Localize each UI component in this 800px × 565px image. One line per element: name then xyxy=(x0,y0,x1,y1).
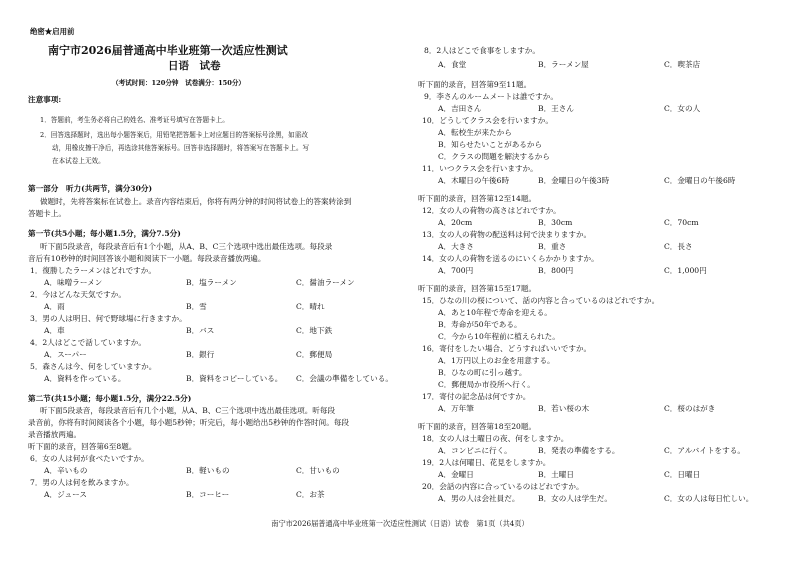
question-6: 6．女の人は何が食べたいですか。 xyxy=(30,454,149,463)
option-17b[interactable]: B．若い桜の木 xyxy=(538,404,590,413)
exam-subject: 日语 试卷 xyxy=(168,60,221,72)
question-1: 1．復勝したラーメンはどれですか。 xyxy=(30,266,156,275)
question-13: 13．女の人の荷物の配送料は何で決まりますか。 xyxy=(422,230,592,239)
option-13b[interactable]: B．重さ xyxy=(538,242,567,251)
option-9a[interactable]: A．吉田さん xyxy=(438,104,482,113)
option-11b[interactable]: B．金曜日の午後3時 xyxy=(538,176,610,185)
audio-instruction: 听下面的录音，回答第9至11题。 xyxy=(418,80,532,89)
option-20c[interactable]: C．女の人は毎日忙しい。 xyxy=(664,494,754,503)
option-3a[interactable]: A．車 xyxy=(44,326,65,335)
question-4: 4．2人はどこで話していますか。 xyxy=(30,338,146,347)
notes-heading: 注意事项: xyxy=(28,95,62,104)
option-19c[interactable]: C．日曜日 xyxy=(664,470,701,479)
question-17: 17．寄付の記念品は何ですか。 xyxy=(422,392,531,401)
part1-heading: 第一部分 听力(共两节，满分30分) xyxy=(28,184,153,193)
option-12b[interactable]: B．30cm xyxy=(538,218,573,227)
option-16c[interactable]: C．郵便局か市役所へ行く。 xyxy=(438,380,535,389)
question-11: 11．いつクラス会を行いますか。 xyxy=(422,164,538,173)
option-1c[interactable]: C．醤油ラーメン xyxy=(296,278,355,287)
option-15a[interactable]: A．あと10年程で寿命を迎える。 xyxy=(438,308,552,317)
option-11a[interactable]: A．木曜日の午後6時 xyxy=(438,176,510,185)
option-4b[interactable]: B．銀行 xyxy=(186,350,215,359)
option-2c[interactable]: C．晴れ xyxy=(296,302,325,311)
option-15b[interactable]: B．寿命が50年である。 xyxy=(438,320,522,329)
question-20: 20．会話の内容に合っているのはどれですか。 xyxy=(422,482,584,491)
option-5c[interactable]: C．会議の準備をしている。 xyxy=(296,374,393,383)
secret-label: 绝密★启用前 xyxy=(30,27,75,36)
section1-desc: 音后有10秒钟的时间回答该小题和阅读下一小题。每段录音播放两遍。 xyxy=(28,254,266,263)
option-19a[interactable]: A．金曜日 xyxy=(438,470,474,479)
section2-desc: 录音播放两遍。 xyxy=(28,430,82,439)
option-20b[interactable]: B．女の人は学生だ。 xyxy=(538,494,612,503)
question-3: 3．男の人は明日、何で野球場に行きますか。 xyxy=(30,314,187,323)
option-6c[interactable]: C．甘いもの xyxy=(296,466,340,475)
option-11c[interactable]: C．金曜日の午後6時 xyxy=(664,176,736,185)
option-9b[interactable]: B．王さん xyxy=(538,104,574,113)
option-10c[interactable]: C．クラスの問題を解決するから xyxy=(438,152,550,161)
option-1b[interactable]: B．塩ラーメン xyxy=(186,278,237,287)
note-line: 1．答题前，考生务必将自己的姓名、准考证号填写在答题卡上。 xyxy=(40,116,229,124)
section2-heading: 第二节(共15小题；每小题1.5分，满分22.5分) xyxy=(28,394,192,403)
part1-desc: 做题时，先将答案标在试卷上。录音内容结束后，你将有两分钟的时间将试卷上的答案转涂到 xyxy=(40,197,352,206)
option-7c[interactable]: C．お茶 xyxy=(296,490,325,499)
option-15c[interactable]: C．今から10年程前に植えられた。 xyxy=(438,332,560,341)
option-18b[interactable]: B．発表の準備をする。 xyxy=(538,446,620,455)
option-6b[interactable]: B．軽いもの xyxy=(186,466,230,475)
option-13a[interactable]: A．大きさ xyxy=(438,242,474,251)
option-4a[interactable]: A．スーパー xyxy=(44,350,87,359)
option-12a[interactable]: A．20cm xyxy=(438,218,473,227)
audio-instruction: 听下面的录音，回答第6至8题。 xyxy=(28,442,137,451)
time-info: （考试时间：120分钟 试卷满分：150分） xyxy=(112,79,246,87)
option-8c[interactable]: C．喫茶店 xyxy=(664,60,701,69)
question-14: 14．女の人の荷物を送るのにいくらかかりますか。 xyxy=(422,254,599,263)
option-17c[interactable]: C．桜のはがき xyxy=(664,404,716,413)
option-8a[interactable]: A．食堂 xyxy=(438,60,467,69)
audio-instruction: 听下面的录音，回答第15至17题。 xyxy=(418,284,537,293)
option-10a[interactable]: A．転校生が来たから xyxy=(438,128,512,137)
question-9: 9．李さんのルームメートは誰ですか。 xyxy=(424,92,558,101)
note-line: 在本试卷上无效。 xyxy=(52,157,105,165)
option-12c[interactable]: C．70cm xyxy=(664,218,699,227)
question-7: 7．男の人は何を飲みますか。 xyxy=(30,478,134,487)
option-2b[interactable]: B．雪 xyxy=(186,302,207,311)
question-12: 12．女の人の荷物の高さはどれですか。 xyxy=(422,206,561,215)
option-5b[interactable]: B．資料をコピーしている。 xyxy=(186,374,283,383)
option-16a[interactable]: A．1万円以上のお金を用意する。 xyxy=(438,356,555,365)
section2-desc: 听下面5段录音，每段录音后有几个小题，从A、B、C三个选项中选出最佳选项。听每段 xyxy=(40,406,336,415)
option-10b[interactable]: B．知らせたいことがあるから xyxy=(438,140,543,149)
option-6a[interactable]: A．辛いもの xyxy=(44,466,88,475)
exam-title: 南宁市2026届普通高中毕业班第一次适应性测试 xyxy=(48,44,288,57)
section1-desc: 听下面5段录音，每段录音后有1个小题，从A、B、C三个选项中选出最佳选项。每段录 xyxy=(40,242,333,251)
option-3c[interactable]: C．地下鉄 xyxy=(296,326,333,335)
question-10: 10．どうしてクラス会を行いますか。 xyxy=(422,116,553,125)
option-19b[interactable]: B．土曜日 xyxy=(538,470,574,479)
question-8: 8．2人はどこで食事をしますか。 xyxy=(424,46,540,55)
question-5: 5．森さんは今、何をしていますか。 xyxy=(30,362,157,371)
note-line: 2．回答选择题时，选出每小题答案后，用铅笔把答题卡上对应题目的答案标号涂黑，如需改 xyxy=(40,131,308,139)
option-2a[interactable]: A．雨 xyxy=(44,302,65,311)
question-16: 16．寄付をしたい場合、どうすればいいですか。 xyxy=(422,344,592,353)
section1-heading: 第一节(共5小题；每小题1.5分，满分7.5分) xyxy=(28,229,181,238)
option-14c[interactable]: C．1,000円 xyxy=(664,266,707,275)
option-18a[interactable]: A．コンビニに行く。 xyxy=(438,446,512,455)
question-15: 15．ひなの川の桜について、話の内容と合っているのはどれですか。 xyxy=(422,296,660,305)
option-8b[interactable]: B．ラーメン屋 xyxy=(538,60,589,69)
option-3b[interactable]: B．バス xyxy=(186,326,215,335)
question-18: 18．女の人は土曜日の夜、何をしますか。 xyxy=(422,434,569,443)
option-7b[interactable]: B．コーヒー xyxy=(186,490,230,499)
option-9c[interactable]: C．女の人 xyxy=(664,104,701,113)
option-5a[interactable]: A．資料を作っている。 xyxy=(44,374,126,383)
option-20a[interactable]: A．男の人は会社員だ。 xyxy=(438,494,520,503)
option-18c[interactable]: C．アルバイトをする。 xyxy=(664,446,745,455)
audio-instruction: 听下面的录音，回答第18至20题。 xyxy=(418,422,537,431)
section2-desc: 录音前，你将有时间阅读各个小题，每小题5秒钟；听完后，每小题给出5秒钟的作答时间。每段 xyxy=(28,418,350,427)
option-7a[interactable]: A．ジュース xyxy=(44,490,87,499)
option-13c[interactable]: C．長さ xyxy=(664,242,693,251)
audio-instruction: 听下面的录音，回答第12至14题。 xyxy=(418,194,537,203)
note-line: 动，用橡皮擦干净后，再选涂其他答案标号。回答非选择题时，将答案写在答题卡上。写 xyxy=(52,144,310,152)
question-2: 2．今はどんな天気ですか。 xyxy=(30,290,126,299)
option-4c[interactable]: C．郵便局 xyxy=(296,350,333,359)
question-19: 19．2人は何曜日、花見をしますか。 xyxy=(422,458,551,467)
page-footer: 南宁市2026届普通高中毕业班第一次适应性测试（日语）试卷 第1页（共4页） xyxy=(271,519,529,528)
option-14a[interactable]: A．700円 xyxy=(438,266,474,275)
option-16b[interactable]: B．ひなの町に引っ越す。 xyxy=(438,368,527,377)
option-1a[interactable]: A．味噌ラーメン xyxy=(44,278,103,287)
option-17a[interactable]: A．万年筆 xyxy=(438,404,474,413)
option-14b[interactable]: B．800円 xyxy=(538,266,574,275)
part1-desc: 答题卡上。 xyxy=(28,209,66,218)
